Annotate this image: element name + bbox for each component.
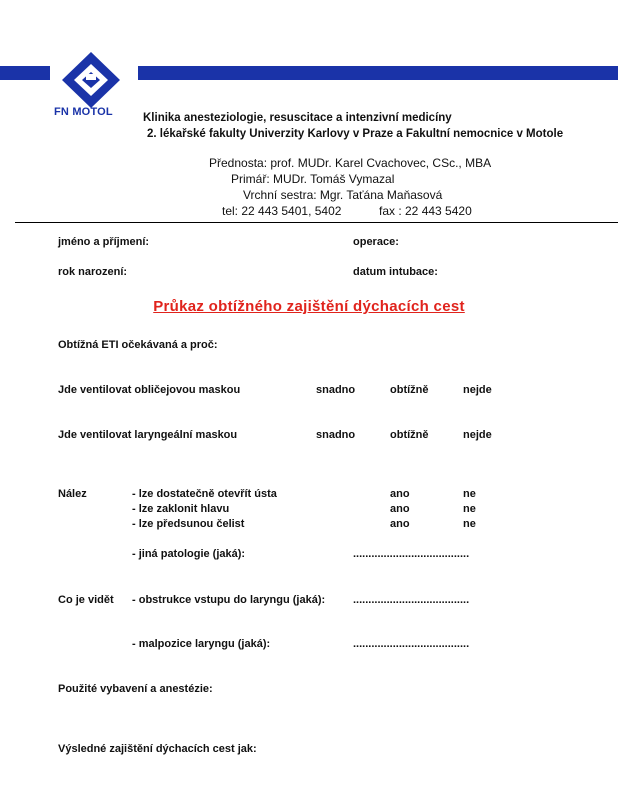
fax: fax : 22 443 5420 [379,204,472,218]
fn-motol-logo-icon [58,50,124,110]
document-title: Průkaz obtížného zajištění dýchacích cest [153,298,465,315]
finding-yes-3: ano [390,518,410,530]
difficult-eti-label: Obtížná ETI očekávaná a proč: [58,339,218,351]
intubation-date-label: datum intubace: [353,266,438,278]
laryngeal-mask-no: nejde [463,429,492,441]
laryngeal-mask-hard: obtížně [390,429,429,441]
name-label: jméno a příjmení: [58,236,150,248]
clinic-line-1: Klinika anesteziologie, resuscitace a intenzivní medicíny [143,112,452,124]
phone: tel: 22 443 5401, 5402 [222,204,342,218]
finding-no-2: ne [463,503,476,515]
finding-no-1: ne [463,488,476,500]
finding-item-jaw: - lze předsunou čelist [132,518,245,530]
operation-label: operace: [353,236,399,248]
equipment-label: Použité vybavení a anestézie: [58,683,213,695]
obstruction-blank: ...................................... [353,594,470,606]
face-mask-hard: obtížně [390,384,429,396]
visible-label: Co je vidět [58,594,114,606]
head-nurse: Vrchní sestra: Mgr. Taťána Maňasová [243,188,443,202]
malposition-blank: ...................................... [353,638,470,650]
face-mask-label: Jde ventilovat obličejovou maskou [58,384,241,396]
finding-yes-2: ano [390,503,410,515]
malposition-label: - malpozice laryngu (jaká): [132,638,271,650]
primar: Primář: MUDr. Tomáš Vymazal [231,172,395,186]
birth-year-label: rok narození: [58,266,128,278]
obstruction-label: - obstrukce vstupu do laryngu (jaká): [132,594,326,606]
laryngeal-mask-easy: snadno [316,429,356,441]
face-mask-no: nejde [463,384,492,396]
other-pathology-label: - jiná patologie (jaká): [132,548,246,560]
finding-item-head: - lze zaklonit hlavu [132,503,230,515]
result-label: Výsledné zajištění dýchacích cest jak: [58,743,257,755]
other-pathology-blank: ...................................... [353,548,470,560]
clinic-name [143,110,563,142]
finding-item-mouth: - lze dostatečně otevřít ústa [132,488,277,500]
clinic-line-2: 2. lékařské fakulty Univerzity Karlovy v Praze a Fakultní nemocnice v Motole [147,128,564,140]
header-bar-right [138,66,618,80]
header-divider [15,222,618,223]
logo-text: FN MOTOL [54,106,113,118]
face-mask-easy: snadno [316,384,356,396]
laryngeal-mask-label: Jde ventilovat laryngeální maskou [58,429,238,441]
finding-label: Nález [58,488,87,500]
header-bar-left [0,66,50,80]
finding-yes-1: ano [390,488,410,500]
finding-no-3: ne [463,518,476,530]
head-of-clinic: Přednosta: prof. MUDr. Karel Cvachovec, CSc., MBA [209,156,492,170]
